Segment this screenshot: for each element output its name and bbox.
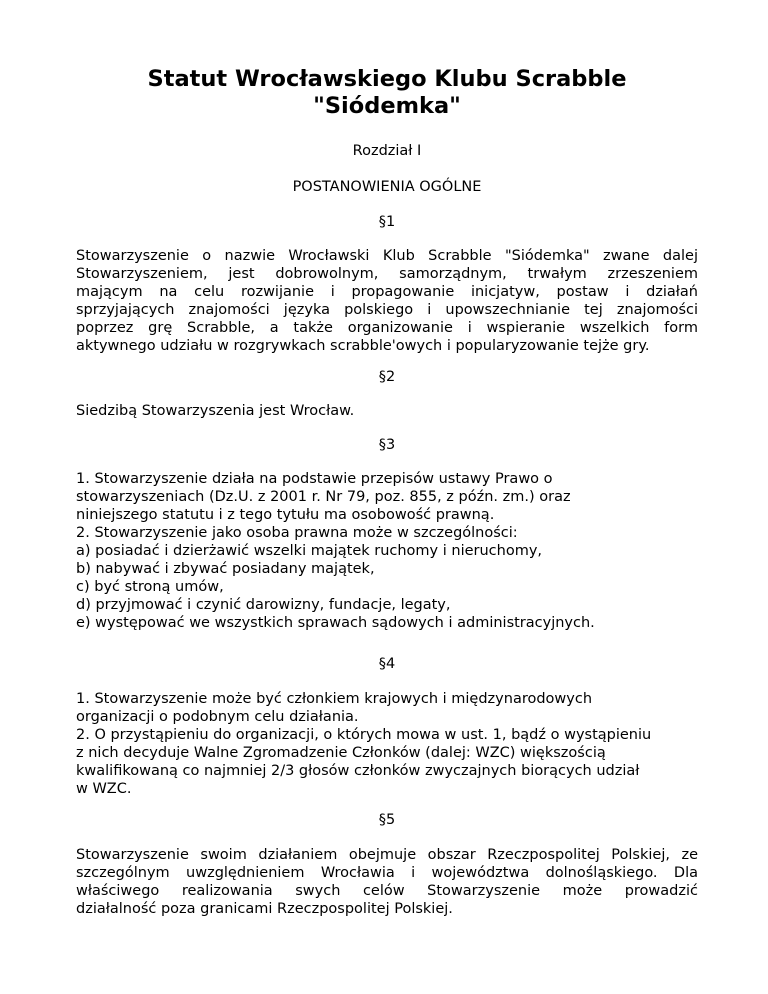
chapter-title: POSTANOWIENIA OGÓLNE [292, 179, 482, 195]
text-line: organizacji o podobnym celu działania. [76, 709, 359, 725]
text-line: 2. Stowarzyszenie jako osoba prawna może w szczególności: [76, 525, 518, 541]
text-line: właściwego realizowania swych celów Stowarzyszenie może prowadzić [76, 883, 698, 899]
section-mark: §3 [378, 437, 396, 453]
text-line: aktywnego udziału w rozgrywkach scrabble'owych i popularyzowanie tejże gry. [76, 338, 650, 354]
section-mark: §1 [378, 214, 396, 230]
text-line: niniejszego statutu i z tego tytułu ma osobowość prawną. [76, 507, 495, 523]
text-line: poprzez grę Scrabble, a także organizowanie i wspieranie wszelkich form [76, 320, 698, 336]
text-line: a) posiadać i dzierżawić wszelki majątek ruchomy i nieruchomy, [76, 543, 543, 559]
text-line: z nich decyduje Walne Zgromadzenie Członków (dalej: WZC) większością [76, 745, 606, 761]
text-line: Stowarzyszeniem, jest dobrowolnym, samorządnym, trwałym zrzeszeniem [76, 266, 698, 282]
text-line: sprzyjających znajomości języka polskiego i upowszechnianie tej znajomości [76, 302, 698, 318]
text-line: Siedzibą Stowarzyszenia jest Wrocław. [76, 403, 355, 419]
section-1-text [76, 247, 698, 355]
text-line: mającym na celu rozwijanie i propagowanie inicjatyw, postaw i działań [76, 284, 698, 300]
text-line: działalność poza granicami Rzeczpospolitej Polskiej. [76, 901, 453, 917]
section-4-text [76, 690, 698, 798]
text-line: b) nabywać i zbywać posiadany majątek, [76, 561, 375, 577]
document-title [76, 66, 698, 120]
text-line: kwalifikowaną co najmniej 2/3 głosów członków zwyczajnych biorących udział [76, 763, 640, 779]
text-line: 2. O przystąpieniu do organizacji, o których mowa w ust. 1, bądź o wystąpieniu [76, 727, 652, 743]
text-line: 1. Stowarzyszenie może być członkiem krajowych i międzynarodowych [76, 691, 593, 707]
title-line-2: "Siódemka" [313, 93, 461, 119]
text-line: stowarzyszeniach (Dz.U. z 2001 r. Nr 79, poz. 855, z późn. zm.) oraz [76, 489, 571, 505]
text-line: d) przyjmować i czynić darowizny, fundacje, legaty, [76, 597, 451, 613]
section-2-text [76, 402, 698, 420]
text-line: c) być stroną umów, [76, 579, 224, 595]
section-3-text [76, 470, 698, 632]
text-line: Stowarzyszenie swoim działaniem obejmuje obszar Rzeczpospolitej Polskiej, ze [76, 847, 698, 863]
title-line-1: Statut Wrocławskiego Klubu Scrabble [147, 66, 627, 92]
section-5-text [76, 846, 698, 918]
text-line: Stowarzyszenie o nazwie Wrocławski Klub Scrabble "Siódemka" zwane dalej [76, 248, 698, 264]
section-mark: §2 [378, 369, 396, 385]
text-line: e) występować we wszystkich sprawach sądowych i administracyjnych. [76, 615, 595, 631]
section-mark: §4 [378, 656, 396, 672]
text-line: w WZC. [76, 781, 132, 797]
text-line: 1. Stowarzyszenie działa na podstawie przepisów ustawy Prawo o [76, 471, 553, 487]
chapter-number: Rozdział I [352, 143, 422, 159]
text-line: szczególnym uwzględnieniem Wrocławia i województwa dolnośląskiego. Dla [76, 865, 698, 881]
section-mark: §5 [378, 812, 396, 828]
